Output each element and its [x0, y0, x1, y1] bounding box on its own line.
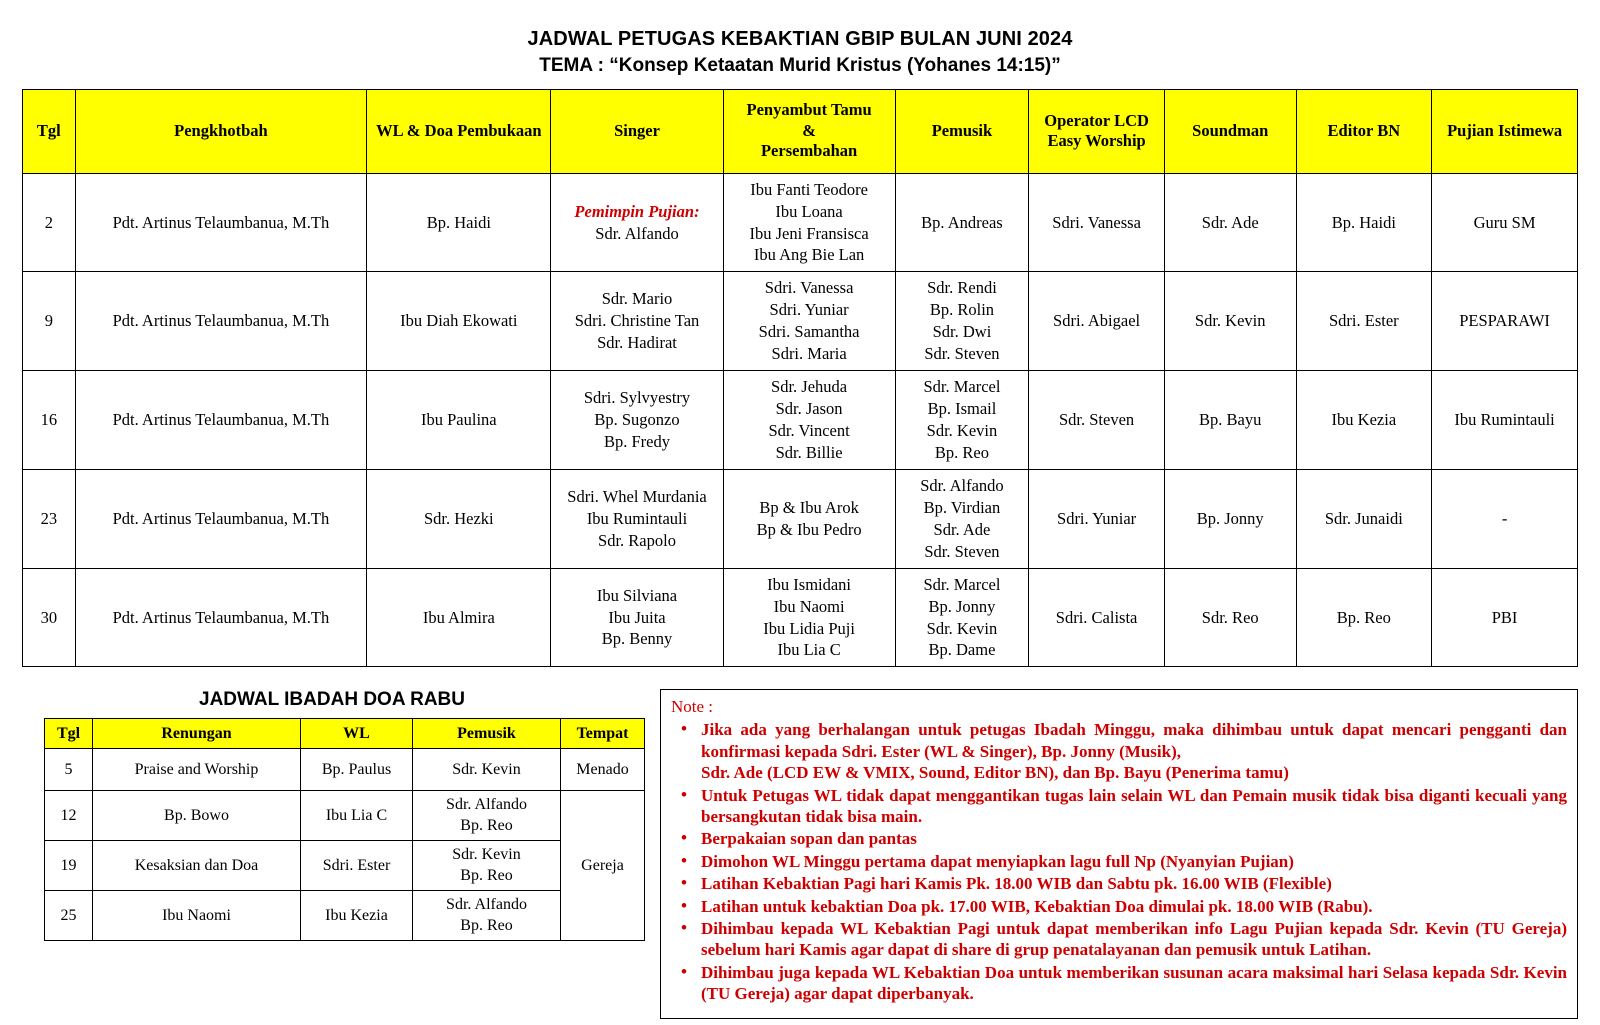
cell-soundman: Bp. Jonny [1164, 469, 1296, 568]
cell-penyambut: Bp & Ibu Arok Bp & Ibu Pedro [723, 469, 895, 568]
cell-soundman: Bp. Bayu [1164, 371, 1296, 470]
cell-editor: Sdri. Ester [1296, 272, 1432, 371]
cell-pemusik: Sdr. Rendi Bp. Rolin Sdr. Dwi Sdr. Steven [895, 272, 1029, 371]
list-item [45, 841, 645, 891]
cell-wl: Sdr. Hezki [367, 469, 551, 568]
table-row [23, 173, 1578, 272]
cell-pemusik: Bp. Andreas [895, 173, 1029, 272]
rabu-cell-tempat: Menado [561, 749, 645, 791]
rabu-cell-wl: Ibu Kezia [301, 891, 413, 941]
list-item [45, 891, 645, 941]
col-header-pujian: Pujian Istimewa [1432, 89, 1578, 173]
page-subtitle: TEMA : “Konsep Ketaatan Murid Kristus (Yohanes 14:15)” [539, 55, 1061, 76]
cell-pujian: PBI [1432, 568, 1578, 667]
rabu-header-row [45, 719, 645, 749]
notes-list [671, 719, 1567, 1004]
table-row [23, 568, 1578, 667]
cell-pengkhotbah: Pdt. Artinus Telaumbanua, M.Th [75, 371, 367, 470]
rabu-cell-wl: Sdri. Ester [301, 841, 413, 891]
cell-penyambut: Ibu Ismidani Ibu Naomi Ibu Lidia Puji Ibu Lia C [723, 568, 895, 667]
note-item: • Dimohon WL Minggu pertama dapat menyiapkan lagu full Np (Nyanyian Pujian) [671, 851, 1567, 872]
rabu-cell-pemusik: Sdr. Alfando Bp. Reo [413, 791, 561, 841]
cell-editor: Sdr. Junaidi [1296, 469, 1432, 568]
rabu-cell-renungan: Ibu Naomi [93, 891, 301, 941]
col-header-operator-line2: Easy Worship [1047, 131, 1146, 151]
notes-box [660, 689, 1578, 1019]
rabu-cell-tgl: 12 [45, 791, 93, 841]
cell-pujian: - [1432, 469, 1578, 568]
title-block [22, 26, 1578, 79]
rabu-cell-pemusik: Sdr. Kevin Bp. Reo [413, 841, 561, 891]
cell-soundman: Sdr. Reo [1164, 568, 1296, 667]
cell-singer: Sdri. Whel Murdania Ibu Rumintauli Sdr. Rapolo [551, 469, 723, 568]
cell-penyambut: Sdr. Jehuda Sdr. Jason Sdr. Vincent Sdr. Billie [723, 371, 895, 470]
bottom-section [22, 689, 1578, 1019]
col-header-operator-line1: Operator LCD [1044, 110, 1149, 130]
col-header-penyambut-line1: Penyambut Tamu [746, 100, 872, 120]
note-item: • Berpakaian sopan dan pantas [671, 828, 1567, 849]
rabu-cell-tgl: 19 [45, 841, 93, 891]
col-header-pengkhotbah: Pengkhotbah [75, 89, 367, 173]
cell-tgl: 30 [23, 568, 76, 667]
rabu-cell-tgl: 25 [45, 891, 93, 941]
cell-singer: Sdri. Sylvyestry Bp. Sugonzo Bp. Fredy [551, 371, 723, 470]
cell-operator: Sdri. Calista [1029, 568, 1165, 667]
rabu-cell-tempat: Gereja [561, 791, 645, 941]
rabu-col-header-tempat: Tempat [561, 719, 645, 749]
col-header-operator [1029, 89, 1165, 173]
main-schedule-table [22, 89, 1578, 668]
col-header-soundman: Soundman [1164, 89, 1296, 173]
col-header-penyambut [723, 89, 895, 173]
cell-operator: Sdri. Vanessa [1029, 173, 1165, 272]
cell-operator: Sdr. Steven [1029, 371, 1165, 470]
main-table-header-row [23, 89, 1578, 173]
col-header-editor: Editor BN [1296, 89, 1432, 173]
cell-penyambut: Sdri. Vanessa Sdri. Yuniar Sdri. Samantha Sdri. Maria [723, 272, 895, 371]
table-row [23, 272, 1578, 371]
cell-pujian: PESPARAWI [1432, 272, 1578, 371]
note-item: • Latihan Kebaktian Pagi hari Kamis Pk. 18.00 WIB dan Sabtu pk. 16.00 WIB (Flexible) [671, 873, 1567, 894]
cell-operator: Sdri. Yuniar [1029, 469, 1165, 568]
notes-title: Note : [671, 697, 714, 717]
cell-editor: Ibu Kezia [1296, 371, 1432, 470]
cell-tgl: 2 [23, 173, 76, 272]
cell-soundman: Sdr. Ade [1164, 173, 1296, 272]
cell-editor: Bp. Haidi [1296, 173, 1432, 272]
rabu-col-header-pemusik: Pemusik [413, 719, 561, 749]
cell-pengkhotbah: Pdt. Artinus Telaumbanua, M.Th [75, 568, 367, 667]
list-item [45, 791, 645, 841]
col-header-penyambut-line3: Persembahan [760, 141, 858, 161]
rabu-cell-wl: Ibu Lia C [301, 791, 413, 841]
cell-pengkhotbah: Pdt. Artinus Telaumbanua, M.Th [75, 173, 367, 272]
cell-singer: Sdr. Mario Sdri. Christine Tan Sdr. Hadirat [551, 272, 723, 371]
note-item: • Latihan untuk kebaktian Doa pk. 17.00 WIB, Kebaktian Doa dimulai pk. 18.00 WIB (Rabu). [671, 896, 1567, 917]
note-item: • Untuk Petugas WL tidak dapat menggantikan tugas lain selain WL dan Pemain musik tidak bisa diganti kecuali yang bersangkutan tidak bisa main. [671, 785, 1567, 828]
cell-pengkhotbah: Pdt. Artinus Telaumbanua, M.Th [75, 469, 367, 568]
cell-pujian: Guru SM [1432, 173, 1578, 272]
rabu-cell-pemusik: Sdr. Kevin [413, 749, 561, 791]
cell-tgl: 23 [23, 469, 76, 568]
table-row [23, 469, 1578, 568]
table-row [23, 371, 1578, 470]
rabu-col-header-tgl: Tgl [45, 719, 93, 749]
note-item: • Dihimbau juga kepada WL Kebaktian Doa untuk memberikan susunan acara maksimal hari Selasa kepada Sdr. Kevin (TU Gereja) agar dapat diperbanyak. [671, 962, 1567, 1005]
col-header-wl: WL & Doa Pembukaan [367, 89, 551, 173]
cell-pemusik: Sdr. Alfando Bp. Virdian Sdr. Ade Sdr. Steven [895, 469, 1029, 568]
rabu-col-header-renungan: Renungan [93, 719, 301, 749]
note-item: • Dihimbau kepada WL Kebaktian Pagi untuk dapat memberikan info Lagu Pujian kepada Sdr. Kevin (TU Gereja) sebelum hari Kamis agar dapat di share di grup penatalayanan dan pemusik untuk Latihan. [671, 918, 1567, 961]
cell-pengkhotbah: Pdt. Artinus Telaumbanua, M.Th [75, 272, 367, 371]
col-header-pemusik: Pemusik [895, 89, 1029, 173]
cell-editor: Bp. Reo [1296, 568, 1432, 667]
page-title: JADWAL PETUGAS KEBAKTIAN GBIP BULAN JUNI 2024 [527, 28, 1073, 50]
cell-penyambut: Ibu Fanti Teodore Ibu Loana Ibu Jeni Fransisca Ibu Ang Bie Lan [723, 173, 895, 272]
cell-pujian: Ibu Rumintauli [1432, 371, 1578, 470]
rabu-cell-tgl: 5 [45, 749, 93, 791]
cell-tgl: 16 [23, 371, 76, 470]
col-header-tgl: Tgl [23, 89, 76, 173]
col-header-singer: Singer [551, 89, 723, 173]
rabu-section [22, 689, 642, 941]
singer-lead-label: Pemimpin Pujian: [574, 201, 700, 221]
cell-wl: Ibu Paulina [367, 371, 551, 470]
list-item [45, 749, 645, 791]
cell-singer: Pemimpin Pujian: Sdr. Alfando [551, 173, 723, 272]
rabu-cell-pemusik: Sdr. Alfando Bp. Reo [413, 891, 561, 941]
cell-soundman: Sdr. Kevin [1164, 272, 1296, 371]
cell-pemusik: Sdr. Marcel Bp. Ismail Sdr. Kevin Bp. Reo [895, 371, 1029, 470]
rabu-cell-wl: Bp. Paulus [301, 749, 413, 791]
cell-wl: Ibu Almira [367, 568, 551, 667]
rabu-schedule-table [44, 718, 645, 941]
col-header-penyambut-line2: & [802, 120, 816, 140]
rabu-cell-renungan: Kesaksian dan Doa [93, 841, 301, 891]
cell-tgl: 9 [23, 272, 76, 371]
note-item-continuation: Sdr. Ade (LCD EW & VMIX, Sound, Editor BN), dan Bp. Bayu (Penerima tamu) [701, 763, 1289, 783]
cell-operator: Sdri. Abigael [1029, 272, 1165, 371]
note-item: • Jika ada yang berhalangan untuk petugas Ibadah Minggu, maka dihimbau untuk dapat mencari pengganti dan konfirmasi kepada Sdri. Ester (WL & Singer), Bp. Jonny (Musik), Sdr. Ade (LCD EW & VMIX, Sound, Editor BN), dan Bp. Bayu (Penerima tamu) [671, 719, 1567, 783]
cell-wl: Bp. Haidi [367, 173, 551, 272]
cell-singer: Ibu Silviana Ibu Juita Bp. Benny [551, 568, 723, 667]
cell-wl: Ibu Diah Ekowati [367, 272, 551, 371]
rabu-col-header-wl: WL [301, 719, 413, 749]
cell-pemusik: Sdr. Marcel Bp. Jonny Sdr. Kevin Bp. Dame [895, 568, 1029, 667]
rabu-title: JADWAL IBADAH DOA RABU [199, 689, 465, 711]
rabu-cell-renungan: Praise and Worship [93, 749, 301, 791]
rabu-cell-renungan: Bp. Bowo [93, 791, 301, 841]
